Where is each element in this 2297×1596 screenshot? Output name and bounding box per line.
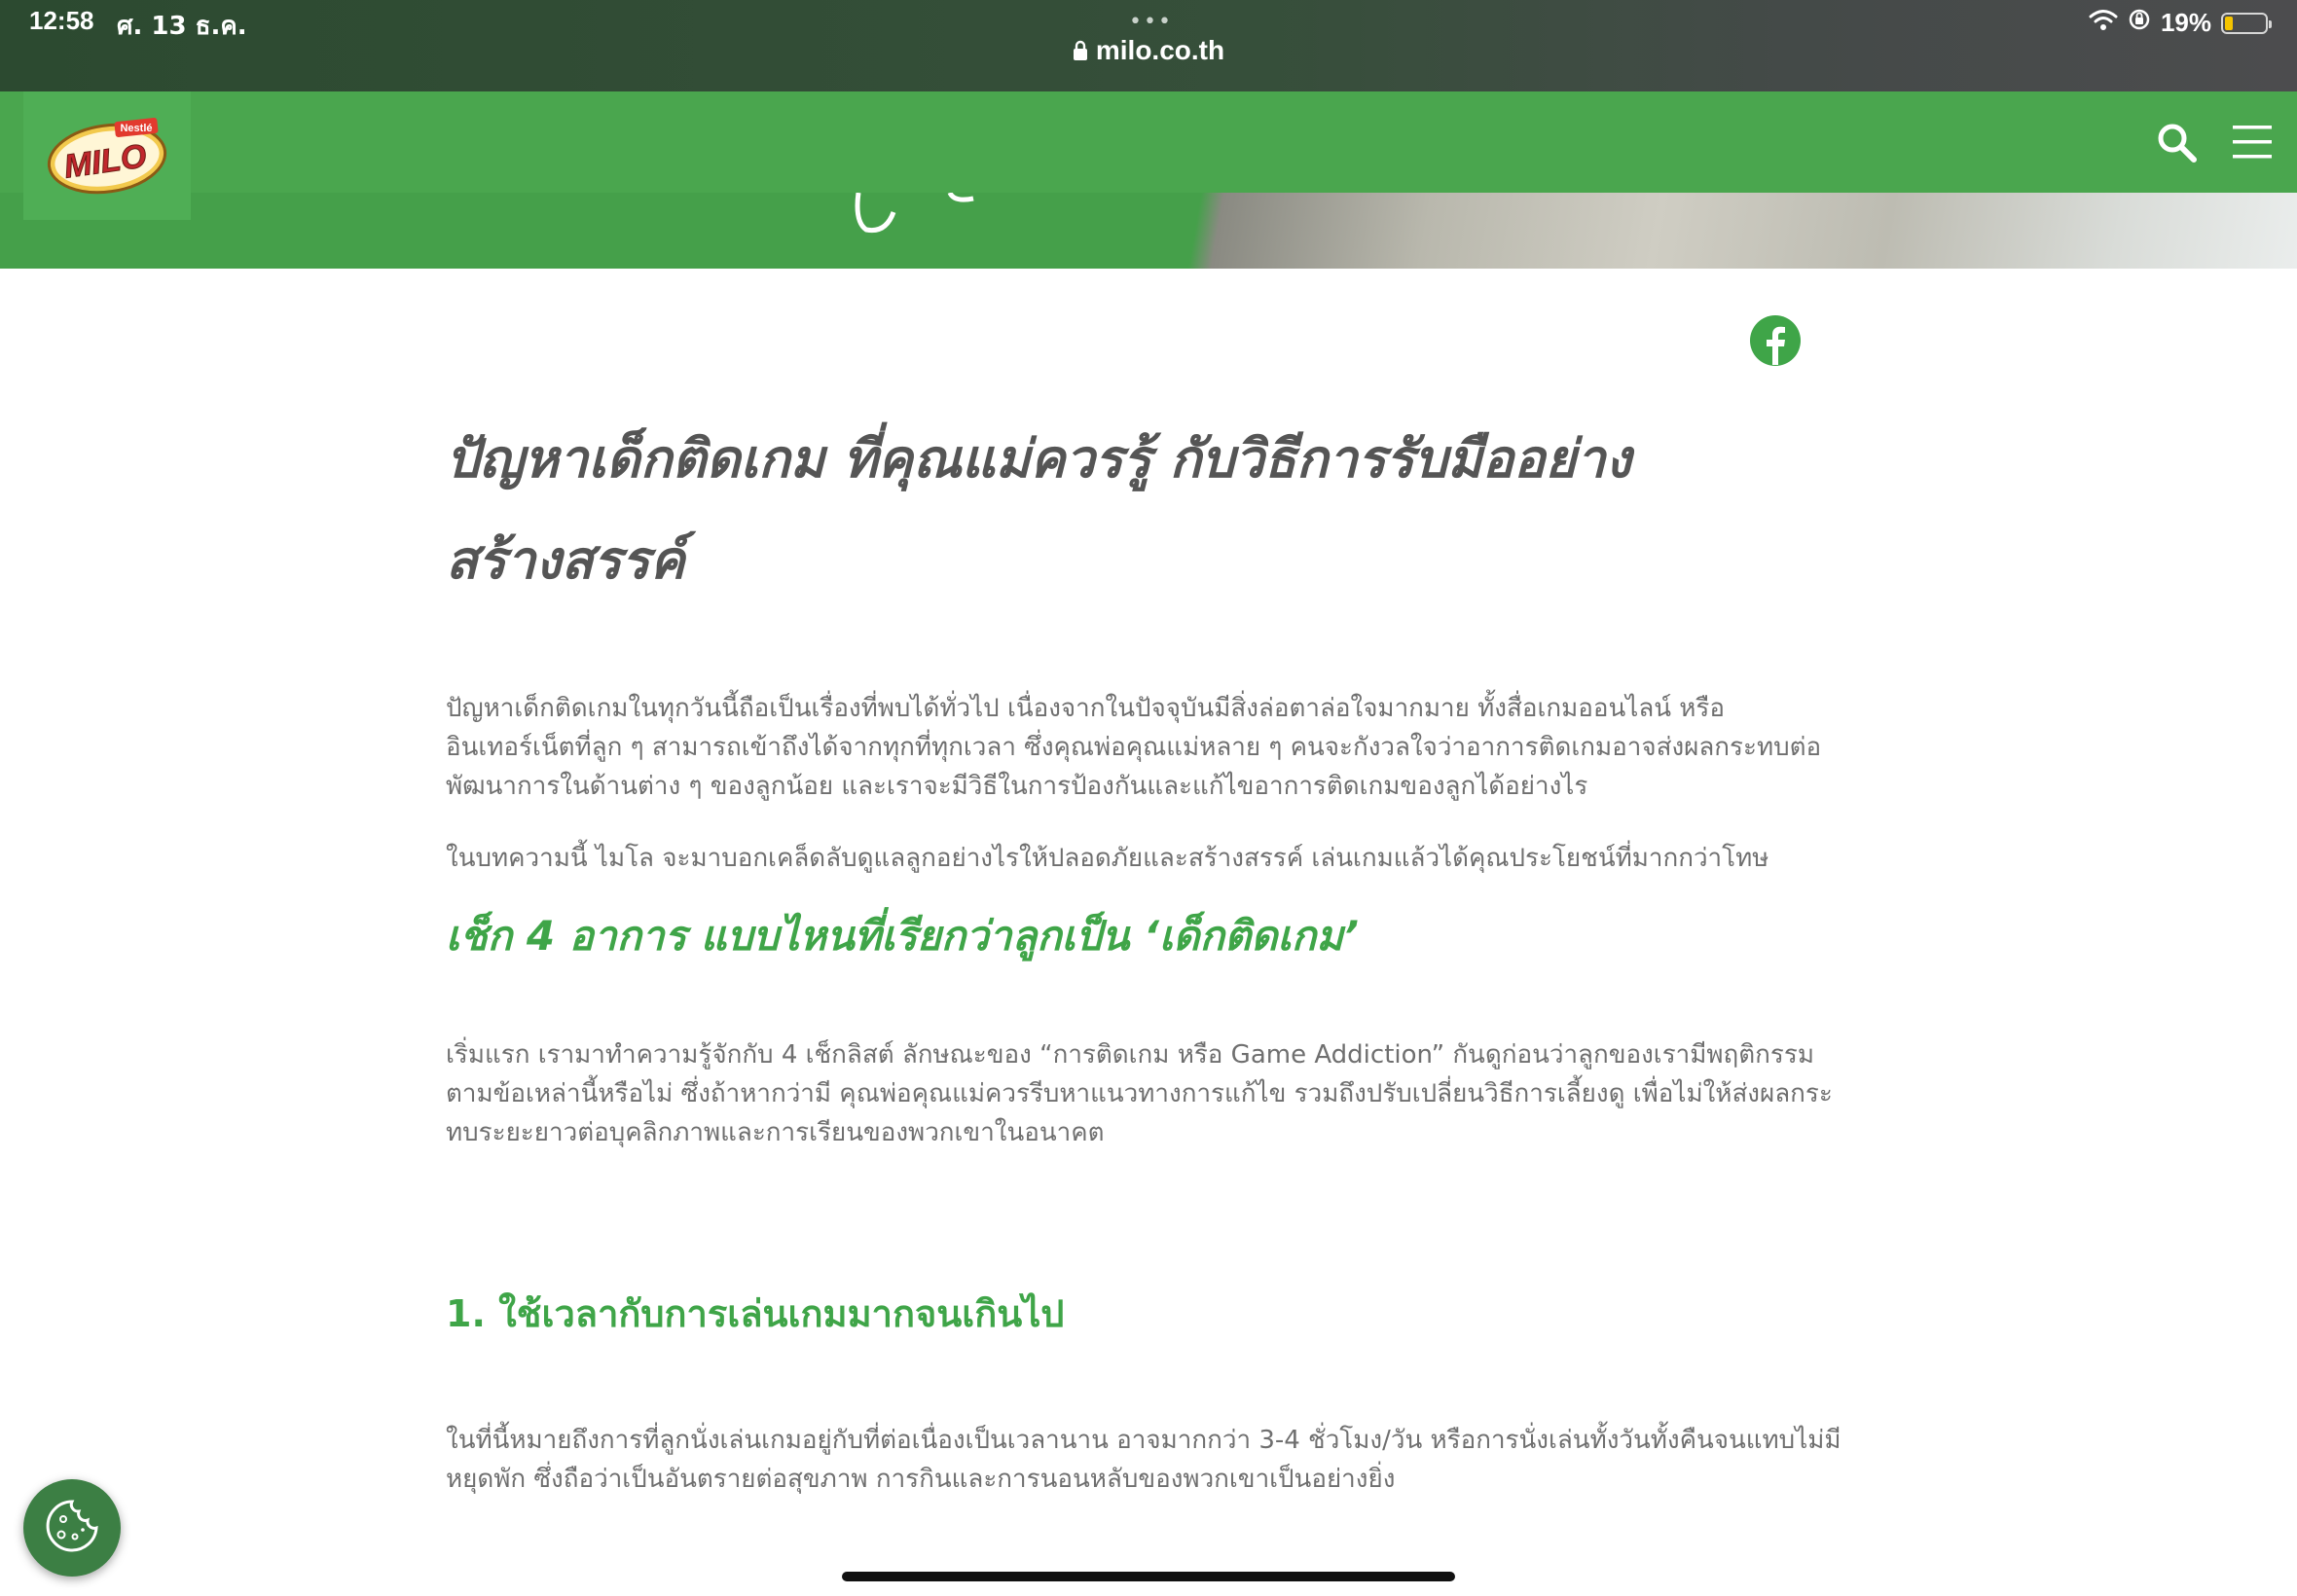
orientation-lock-icon bbox=[2128, 8, 2151, 38]
item-1-heading: 1. ใช้เวลากับการเล่นเกมมากจนเกินไป bbox=[446, 1292, 1065, 1335]
milo-text: MILO bbox=[61, 137, 149, 186]
home-indicator[interactable] bbox=[842, 1572, 1455, 1581]
status-time: 12:58 bbox=[29, 6, 94, 35]
cookie-icon bbox=[44, 1498, 100, 1558]
facebook-share-icon[interactable] bbox=[1749, 314, 1802, 367]
hamburger-menu-icon[interactable] bbox=[2231, 123, 2274, 162]
search-icon[interactable] bbox=[2155, 121, 2198, 163]
site-header bbox=[0, 91, 2297, 193]
battery-icon bbox=[2221, 13, 2268, 34]
multitasking-dots[interactable]: ••• bbox=[1129, 10, 1173, 34]
cookie-settings-button[interactable] bbox=[23, 1479, 121, 1577]
section-heading: เช็ก 4 อาการ แบบไหนที่เรียกว่าลูกเป็น ‘เด็กติดเกม’ bbox=[446, 912, 1359, 960]
hero-image bbox=[0, 193, 2297, 269]
address-bar[interactable] bbox=[0, 35, 2297, 68]
status-bar bbox=[0, 0, 2297, 91]
article bbox=[446, 409, 1847, 1499]
wifi-icon bbox=[2089, 8, 2118, 38]
status-date: ศ. 13 ธ.ค. bbox=[117, 12, 247, 41]
nestle-text: Nestlé bbox=[120, 123, 153, 134]
lock-icon bbox=[1073, 37, 1088, 68]
status-indicators bbox=[2089, 8, 2268, 38]
article-title: ปัญหาเด็กติดเกม ที่คุณแม่ควรรู้ กับวิธีการรับมืออย่างสร้างสรรค์ bbox=[446, 428, 1631, 591]
intro-paragraph-2: ในบทความนี้ ไมโล จะมาบอกเคล็ดลับดูแลลูกอย่างไรให้ปลอดภัยและสร้างสรรค์ เล่นเกมแล้วได้คุณประโยชน์ที่มากกว่าโทษ bbox=[446, 844, 1769, 873]
milo-logo[interactable] bbox=[23, 91, 191, 220]
url-text: milo.co.th bbox=[1095, 35, 1225, 65]
item-1-paragraph: ในที่นี้หมายถึงการที่ลูกนั่งเล่นเกมอยู่กับที่ต่อเนื่องเป็นเวลานาน อาจมากกว่า 3-4 ชั่วโมง/วัน หรือการนั่งเล่นทั้งวันทั้งคืนจนแทบไม่มีหยุดพัก ซึ่งถือว่าเป็นอันตรายต่อสุขภาพ การกินและการนอนหลับของพวกเขาเป็นอย่างยิ่ง bbox=[446, 1426, 1841, 1494]
battery-percent: 19% bbox=[2160, 8, 2211, 37]
section-paragraph: เริ่มแรก เรามาทำความรู้จักกับ 4 เช็กลิสต์ ลักษณะของ “การติดเกม หรือ Game Addiction” กันดูก่อนว่าลูกของเรามีพฤติกรรมตามข้อเหล่านี้หรือไม่ ซึ่งถ้าหากว่ามี คุณพ่อคุณแม่ควรรีบหาแนวทางการแก้ไข รวมถึงปรับเปลี่ยนวิธีการเลี้ยงดู เพื่อไม่ให้ส่งผลกระทบระยะยาวต่อบุคลิกภาพและการเรียนของพวกเขาในอนาคต bbox=[446, 1040, 1833, 1147]
intro-paragraph-1: ปัญหาเด็กติดเกมในทุกวันนี้ถือเป็นเรื่องที่พบได้ทั่วไป เนื่องจากในปัจจุบันมีสิ่งล่อตาล่อใจมากมาย ทั้งสื่อเกมออนไลน์ หรืออินเทอร์เน็ตที่ลูก ๆ สามารถเข้าถึงได้จากทุกที่ทุกเวลา ซึ่งคุณพ่อคุณแม่หลาย ๆ คนจะกังวลใจว่าอาการติดเกมอาจส่งผลกระทบต่อพัฒนาการในด้านต่าง ๆ ของลูกน้อย และเราจะมีวิธีในการป้องกันและแก้ไขอาการติดเกมของลูกได้อย่างไร bbox=[446, 694, 1822, 801]
